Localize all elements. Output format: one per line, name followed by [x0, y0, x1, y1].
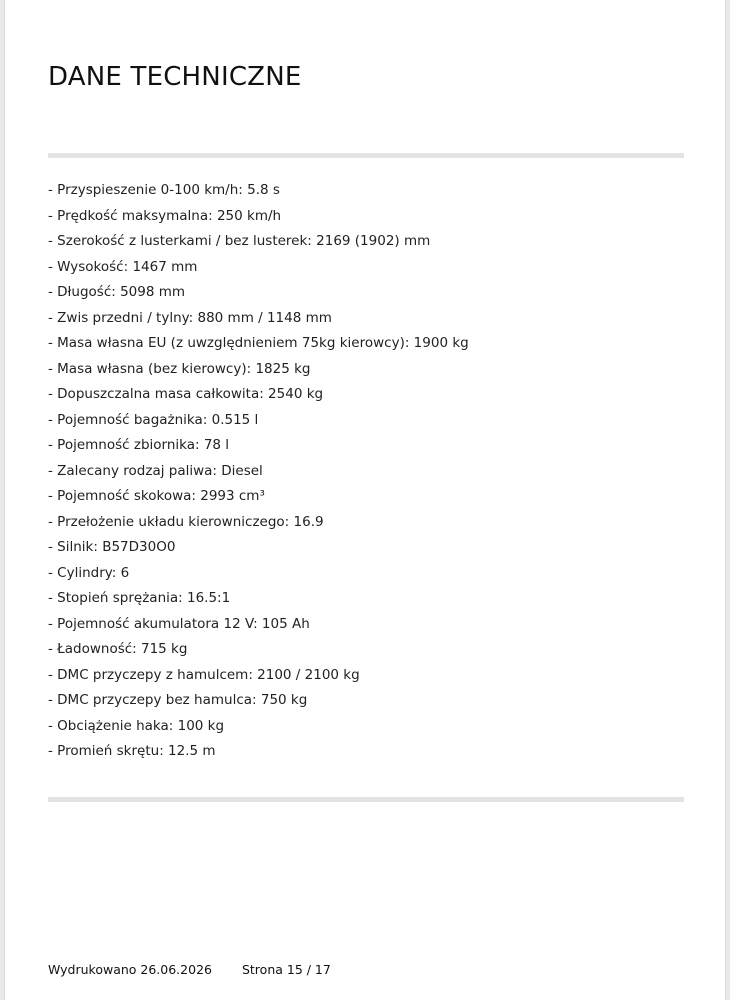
spec-item: - DMC przyczepy bez hamulca: 750 kg	[48, 692, 308, 708]
spec-item: - Wysokość: 1467 mm	[48, 258, 198, 275]
document-page	[4, 0, 726, 1000]
print-date: Wydrukowano 26.06.2026	[48, 962, 212, 977]
spec-item: - Masa własna EU (z uwzględnieniem 75kg kierowcy): 1900 kg	[48, 335, 469, 351]
spec-list	[48, 178, 469, 765]
page-number: Strona 15 / 17	[241, 962, 331, 977]
spec-item: - Pojemność akumulatora 12 V: 105 Ah	[48, 615, 310, 632]
spec-item: - DMC przyczepy z hamulcem: 2100 / 2100 kg	[48, 666, 360, 683]
page-footer	[48, 962, 331, 977]
spec-item: - Prędkość maksymalna: 250 km/h	[48, 207, 282, 224]
spec-item: - Zalecany rodzaj paliwa: Diesel	[48, 462, 263, 479]
spec-item: - Długość: 5098 mm	[48, 284, 186, 300]
spec-item: - Obciążenie haka: 100 kg	[48, 717, 225, 734]
page-title: DANE TECHNICZNE	[48, 62, 302, 92]
top-divider	[48, 153, 684, 158]
spec-item: - Stopień sprężania: 16.5:1	[48, 590, 231, 606]
spec-item: - Zwis przedni / tylny: 880 mm / 1148 mm	[48, 309, 332, 326]
spec-item: - Promień skrętu: 12.5 m	[48, 743, 216, 759]
spec-item: - Szerokość z lusterkami / bez lusterek: 2169 (1902) mm	[48, 233, 431, 249]
spec-item: - Pojemność zbiornika: 78 l	[48, 437, 230, 453]
spec-item: - Przełożenie układu kierowniczego: 16.9	[48, 513, 324, 530]
spec-item: - Pojemność skokowa: 2993 cm³	[48, 488, 265, 504]
spec-item: - Silnik: B57D30O0	[48, 539, 176, 555]
bottom-divider	[48, 797, 684, 802]
spec-item: - Pojemność bagażnika: 0.515 l	[48, 411, 259, 428]
spec-item: - Masa własna (bez kierowcy): 1825 kg	[48, 360, 311, 377]
spec-item: - Przyspieszenie 0-100 km/h: 5.8 s	[48, 182, 280, 198]
spec-item: - Cylindry: 6	[48, 564, 130, 581]
spec-item: - Dopuszczalna masa całkowita: 2540 kg	[48, 386, 324, 402]
spec-item: - Ładowność: 715 kg	[48, 641, 188, 657]
